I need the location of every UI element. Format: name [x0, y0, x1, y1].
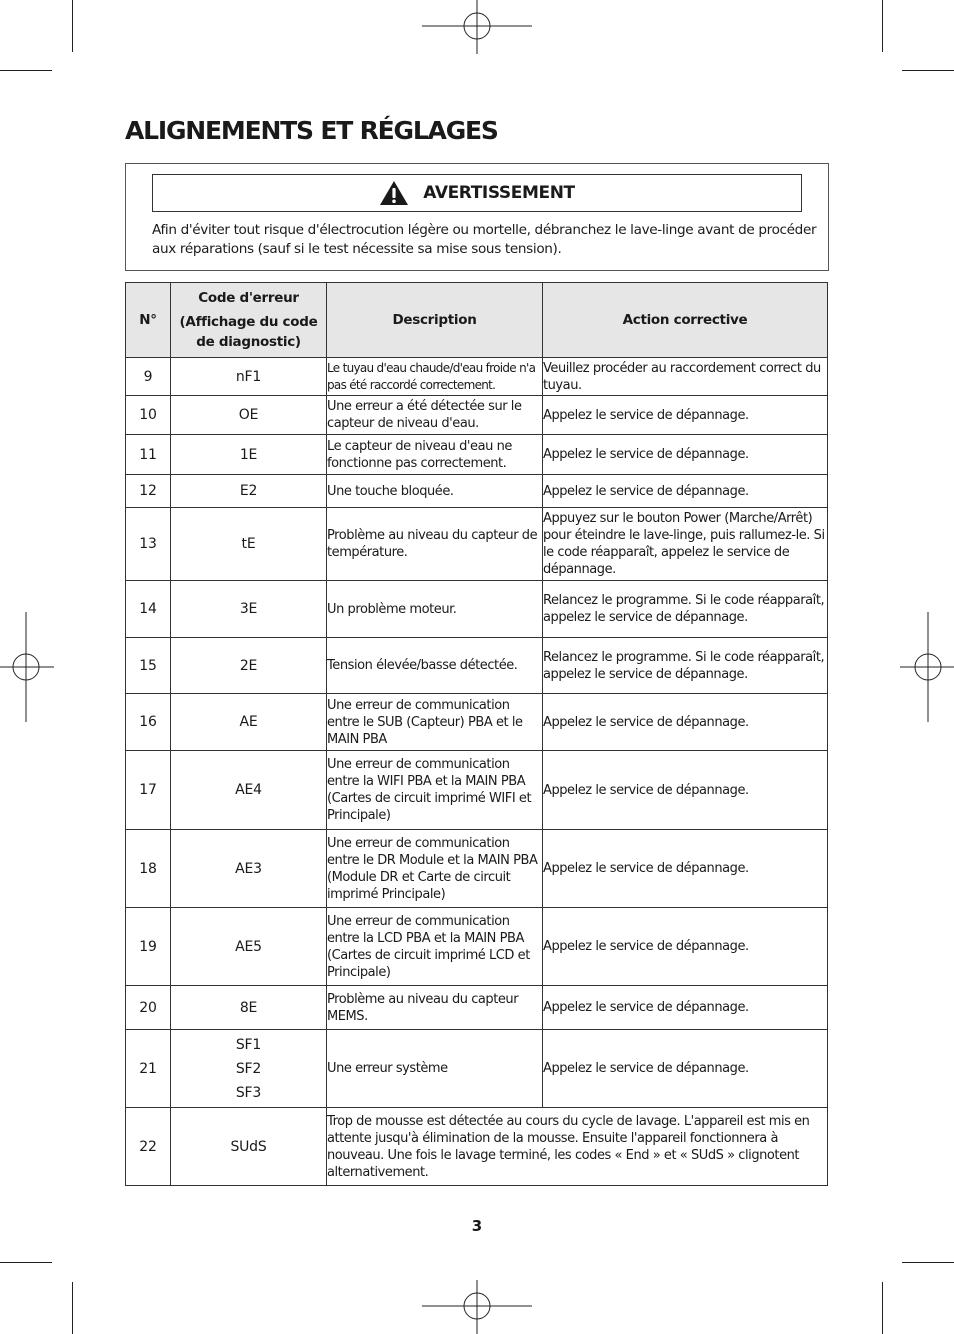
row-error-code	[171, 1108, 327, 1186]
row-number: 17	[126, 751, 171, 830]
header-error-code	[171, 283, 327, 358]
row-error-code	[171, 694, 327, 751]
row-number: 19	[126, 908, 171, 986]
error-code: SF1	[235, 1036, 262, 1053]
row-description: Problème au niveau du capteur MEMS.	[327, 986, 543, 1030]
row-error-code	[171, 751, 327, 830]
warning-triangle-icon	[379, 180, 409, 206]
table-row	[126, 1108, 828, 1186]
row-number: 22	[126, 1108, 171, 1186]
error-code: SF3	[235, 1084, 262, 1101]
row-error-code	[171, 508, 327, 581]
error-code: AE	[239, 714, 258, 730]
row-error-code	[171, 475, 327, 508]
row-action: Appelez le service de dépannage.	[543, 751, 828, 830]
error-code: AE4	[235, 782, 262, 798]
row-description: Problème au niveau du capteur de température.	[327, 508, 543, 581]
crop-mark	[882, 1282, 883, 1334]
table-row	[126, 1030, 828, 1108]
warning-box	[125, 163, 829, 271]
error-code: 8E	[239, 999, 258, 1016]
crop-mark	[72, 1282, 73, 1334]
row-number: 13	[126, 508, 171, 581]
table-row	[126, 508, 828, 581]
page-title: ALIGNEMENTS ET RÉGLAGES	[125, 116, 498, 145]
row-action: Appelez le service de dépannage.	[543, 830, 828, 908]
header-code-label	[171, 288, 326, 352]
row-number: 10	[126, 396, 171, 435]
header-code-subtitle: (Affichage du code de diagnostic)	[179, 314, 318, 350]
header-action: Action corrective	[543, 283, 828, 358]
header-description: Description	[327, 283, 543, 358]
page-number: 3	[471, 1217, 483, 1235]
warning-text: Afin d'éviter tout risque d'électrocution légère ou mortelle, débranchez le lave-linge avant de procéder aux réparations (sauf si le test nécessite sa mise sous tension).	[152, 222, 817, 257]
registration-mark-icon	[900, 612, 954, 722]
table-header-row	[126, 283, 828, 358]
row-action: Appelez le service de dépannage.	[543, 908, 828, 986]
row-action: Veuillez procéder au raccordement correct du tuyau.	[543, 358, 828, 396]
error-code: SUdS	[230, 1138, 267, 1155]
table-row	[126, 751, 828, 830]
row-description: Une erreur de communication entre le DR Module et la MAIN PBA (Module DR et Carte de circuit imprimé Principale)	[327, 830, 543, 908]
crop-mark	[72, 0, 73, 52]
row-description: Une erreur système	[327, 1030, 543, 1108]
row-number: 21	[126, 1030, 171, 1108]
table-row	[126, 475, 828, 508]
row-action: Appelez le service de dépannage.	[543, 435, 828, 475]
row-error-code	[171, 396, 327, 435]
error-code: nF1	[235, 368, 262, 385]
row-number: 15	[126, 638, 171, 694]
header-number: N°	[126, 283, 171, 358]
error-code-table	[125, 282, 828, 1186]
row-description: Une erreur de communication entre la WIFI PBA et la MAIN PBA (Cartes de circuit imprimé WIFI et Principale)	[327, 751, 543, 830]
row-error-code	[171, 358, 327, 396]
registration-mark-icon	[0, 612, 54, 722]
row-action: Appuyez sur le bouton Power (Marche/Arrêt) pour éteindre le lave-linge, puis rallumez-le. Si le code réapparaît, appelez le service de dépannage.	[543, 508, 828, 581]
row-action: Appelez le service de dépannage.	[543, 986, 828, 1030]
registration-mark-icon	[422, 1280, 532, 1334]
crop-mark	[902, 1262, 954, 1263]
row-action: Relancez le programme. Si le code réapparaît, appelez le service de dépannage.	[543, 581, 828, 638]
crop-mark	[0, 1262, 52, 1263]
row-error-code	[171, 986, 327, 1030]
row-number: 11	[126, 435, 171, 475]
table-row	[126, 638, 828, 694]
row-number: 16	[126, 694, 171, 751]
table-row	[126, 435, 828, 475]
row-error-code	[171, 908, 327, 986]
error-code: AE3	[235, 860, 262, 877]
row-action: Appelez le service de dépannage.	[543, 396, 828, 435]
row-error-code	[171, 435, 327, 475]
row-description: Trop de mousse est détectée au cours du cycle de lavage. L'appareil est mis en attente jusqu'à élimination de la mousse. Ensuite l'appareil fonctionnera à nouveau. Une fois le lavage terminé, les codes « End » et « SUdS » clignotent alternativement.	[327, 1108, 828, 1186]
header-code-title: Code d'erreur	[198, 290, 299, 306]
row-number: 9	[126, 358, 171, 396]
table-row	[126, 830, 828, 908]
row-error-code	[171, 830, 327, 908]
row-number: 20	[126, 986, 171, 1030]
table-row	[126, 581, 828, 638]
row-error-code	[171, 638, 327, 694]
table-row	[126, 694, 828, 751]
row-action: Appelez le service de dépannage.	[543, 1030, 828, 1108]
table-row	[126, 396, 828, 435]
error-code: OE	[238, 407, 259, 423]
crop-mark	[902, 70, 954, 71]
row-description: Un problème moteur.	[327, 581, 543, 638]
row-number: 18	[126, 830, 171, 908]
row-error-code	[171, 581, 327, 638]
row-number: 12	[126, 475, 171, 508]
row-action: Appelez le service de dépannage.	[543, 694, 828, 751]
error-code: SF2	[235, 1060, 262, 1077]
row-description: Le capteur de niveau d'eau ne fonctionne pas correctement.	[327, 435, 543, 475]
error-code: 2E	[239, 657, 258, 674]
error-code: 1E	[239, 446, 258, 463]
row-action: Appelez le service de dépannage.	[543, 475, 828, 508]
crop-mark	[0, 70, 52, 71]
row-description: Une touche bloquée.	[327, 475, 543, 508]
row-description: Une erreur de communication entre le SUB (Capteur) PBA et le MAIN PBA	[327, 694, 543, 751]
row-description: Une erreur a été détectée sur le capteur de niveau d'eau.	[327, 396, 543, 435]
error-code: E2	[239, 483, 258, 499]
error-code: AE5	[235, 938, 262, 955]
error-code: 3E	[239, 601, 258, 617]
row-description: Tension élevée/basse détectée.	[327, 638, 543, 694]
row-description: Une erreur de communication entre la LCD PBA et la MAIN PBA (Cartes de circuit imprimé LCD et Principale)	[327, 908, 543, 986]
row-number: 14	[126, 581, 171, 638]
warning-heading: AVERTISSEMENT	[423, 183, 575, 203]
row-description: Le tuyau d'eau chaude/d'eau froide n'a pas été raccordé correctement.	[327, 358, 543, 396]
crop-mark	[882, 0, 883, 52]
table-row	[126, 908, 828, 986]
warning-header	[152, 174, 802, 212]
error-code: tE	[241, 536, 256, 552]
row-error-code	[171, 1030, 327, 1108]
table-row	[126, 358, 828, 396]
registration-mark-icon	[422, 0, 532, 54]
row-action: Relancez le programme. Si le code réapparaît, appelez le service de dépannage.	[543, 638, 828, 694]
table-row	[126, 986, 828, 1030]
